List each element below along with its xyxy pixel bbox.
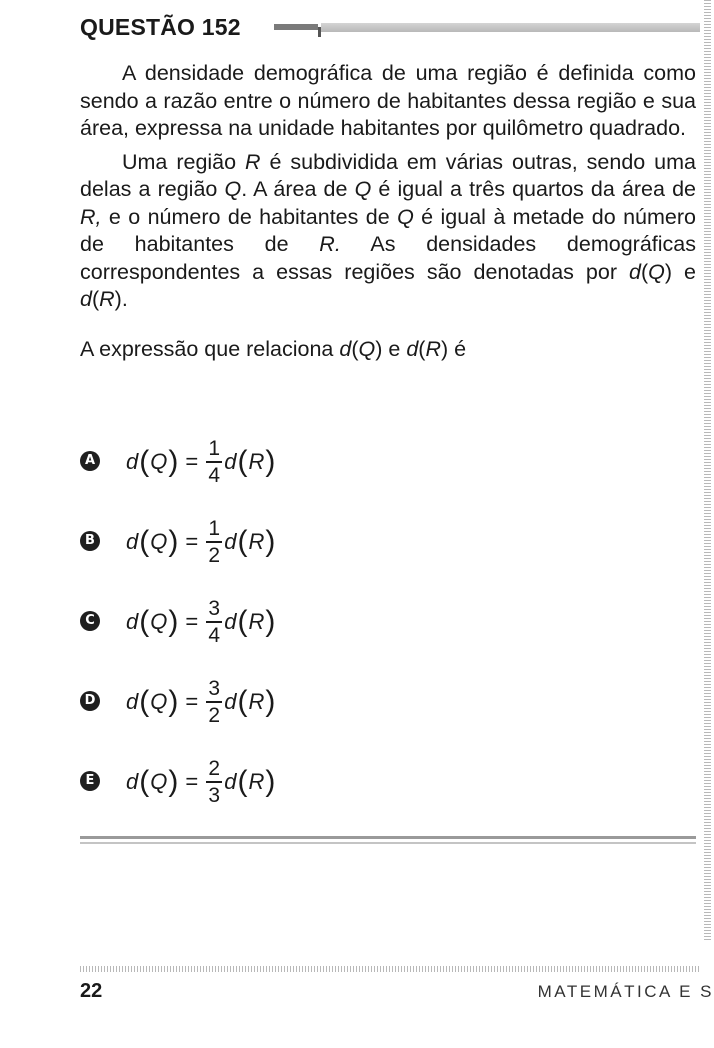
question-title: QUESTÃO 152 — [80, 14, 241, 40]
side-security-strip — [704, 0, 711, 940]
left-paren: ( — [139, 445, 150, 478]
title-bar-light-segment — [321, 23, 700, 32]
text-run: e o número de habitantes de — [101, 204, 398, 229]
question-body — [80, 60, 696, 369]
fraction-denominator: 2 — [208, 703, 221, 727]
equals-sign: = — [185, 689, 199, 714]
title-bar-dark-segment — [274, 24, 318, 30]
left-paren: ( — [139, 685, 150, 718]
page-number: 22 — [80, 980, 103, 1002]
var-d: d — [126, 529, 139, 554]
question-header — [80, 12, 700, 44]
var-r: R — [248, 449, 265, 474]
left-paren: ( — [237, 685, 248, 718]
var-d: d — [224, 769, 237, 794]
var-q: Q — [354, 177, 372, 201]
var-q: Q — [358, 336, 376, 361]
answer-options — [80, 430, 480, 830]
var-r: R — [425, 336, 441, 361]
question-separator-light — [80, 842, 696, 844]
left-paren: ( — [139, 765, 150, 798]
left-paren: ( — [139, 525, 150, 558]
var-d: d — [126, 609, 139, 634]
var-d: d — [339, 336, 352, 361]
text-run: ) e — [375, 336, 407, 361]
var-d: d — [406, 336, 419, 361]
text-run: ( — [91, 287, 100, 311]
equals-sign: = — [185, 449, 199, 474]
right-paren: ) — [265, 445, 276, 478]
text-run: é igual a três quartos da área de — [371, 177, 697, 201]
text-run: ( — [640, 259, 649, 284]
option-a[interactable] — [80, 430, 480, 510]
left-paren: ( — [237, 525, 248, 558]
var-q: Q — [150, 609, 168, 634]
option-letter-badge: B — [80, 531, 100, 551]
fraction-denominator: 4 — [208, 463, 221, 487]
bottom-security-strip — [80, 966, 700, 972]
option-formula — [126, 590, 276, 654]
text-run: ( — [351, 336, 359, 361]
left-paren: ( — [237, 605, 248, 638]
fraction — [206, 756, 222, 808]
fraction-numerator: 3 — [208, 597, 221, 621]
var-d: d — [224, 689, 237, 714]
option-d[interactable] — [80, 670, 480, 750]
text-run: ). — [114, 287, 128, 311]
fraction — [206, 436, 222, 488]
fraction-numerator: 1 — [208, 437, 221, 461]
text-run: Uma região — [122, 149, 246, 174]
left-paren: ( — [237, 765, 248, 798]
var-r: R — [248, 609, 265, 634]
right-paren: ) — [168, 445, 179, 478]
right-paren: ) — [265, 685, 276, 718]
section-label: MATEMÁTICA E S — [537, 982, 714, 1001]
var-d: d — [126, 689, 139, 714]
fraction-denominator: 4 — [208, 623, 221, 647]
var-d: d — [629, 259, 641, 284]
var-r: R — [248, 689, 265, 714]
var-q: Q — [150, 689, 168, 714]
fraction — [206, 676, 222, 728]
var-r: R — [248, 529, 265, 554]
var-d: d — [224, 529, 237, 554]
var-r: R — [245, 149, 261, 174]
text-run: . A área de — [241, 177, 355, 201]
fraction — [206, 516, 222, 568]
fraction-numerator: 3 — [208, 677, 221, 701]
var-d: d — [80, 287, 92, 311]
var-q: Q — [150, 449, 168, 474]
var-q: Q — [224, 177, 242, 201]
question-prompt — [80, 336, 696, 364]
text-run: é subdividida em várias outras, sendo uma delas a região — [80, 149, 696, 201]
option-c[interactable] — [80, 590, 480, 670]
question-separator — [80, 836, 696, 839]
right-paren: ) — [168, 525, 179, 558]
option-letter-badge: D — [80, 691, 100, 711]
equals-sign: = — [185, 609, 199, 634]
fraction-denominator: 2 — [208, 543, 221, 567]
var-q: Q — [648, 259, 665, 284]
right-paren: ) — [168, 685, 179, 718]
option-b[interactable] — [80, 510, 480, 590]
equals-sign: = — [185, 529, 199, 554]
paragraph-statement — [80, 149, 696, 314]
text-run: ) e — [664, 259, 696, 284]
var-d: d — [224, 449, 237, 474]
var-d: d — [224, 609, 237, 634]
var-r: R — [248, 769, 265, 794]
text-run: é igual à metade do número de habitantes de — [80, 204, 696, 256]
fraction-denominator: 3 — [208, 783, 221, 807]
text-run: A expressão que relaciona — [80, 336, 340, 361]
right-paren: ) — [168, 605, 179, 638]
var-d: d — [126, 769, 139, 794]
paragraph-definition: A densidade demográfica de uma região é definida como sendo a razão entre o número de habitantes dessa região e sua área, expressa na unidade habitantes por quilômetro quadrado. — [80, 61, 696, 140]
var-q: Q — [150, 529, 168, 554]
option-letter-badge: C — [80, 611, 100, 631]
right-paren: ) — [265, 525, 276, 558]
fraction-numerator: 1 — [208, 517, 221, 541]
var-q: Q — [397, 204, 414, 229]
var-d: d — [126, 449, 139, 474]
option-formula — [126, 670, 276, 734]
option-e[interactable] — [80, 750, 480, 830]
text-run: ( — [418, 336, 426, 361]
fraction — [206, 596, 222, 648]
option-formula — [126, 750, 276, 814]
var-q: Q — [150, 769, 168, 794]
title-decorative-bar — [274, 17, 700, 39]
right-paren: ) — [168, 765, 179, 798]
left-paren: ( — [237, 445, 248, 478]
left-paren: ( — [139, 605, 150, 638]
var-r: R. — [319, 232, 341, 256]
text-run: As densidades demográficas correspondentes a essas regiões são denotadas por — [80, 232, 696, 284]
right-paren: ) — [265, 765, 276, 798]
option-formula — [126, 510, 276, 574]
option-formula — [126, 430, 276, 494]
equals-sign: = — [185, 769, 199, 794]
option-letter-badge: A — [80, 451, 100, 471]
option-letter-badge: E — [80, 771, 100, 791]
text-run: ) é — [441, 336, 467, 361]
right-paren: ) — [265, 605, 276, 638]
fraction-numerator: 2 — [208, 757, 221, 781]
var-r: R, — [80, 204, 102, 229]
var-r: R — [99, 287, 115, 311]
